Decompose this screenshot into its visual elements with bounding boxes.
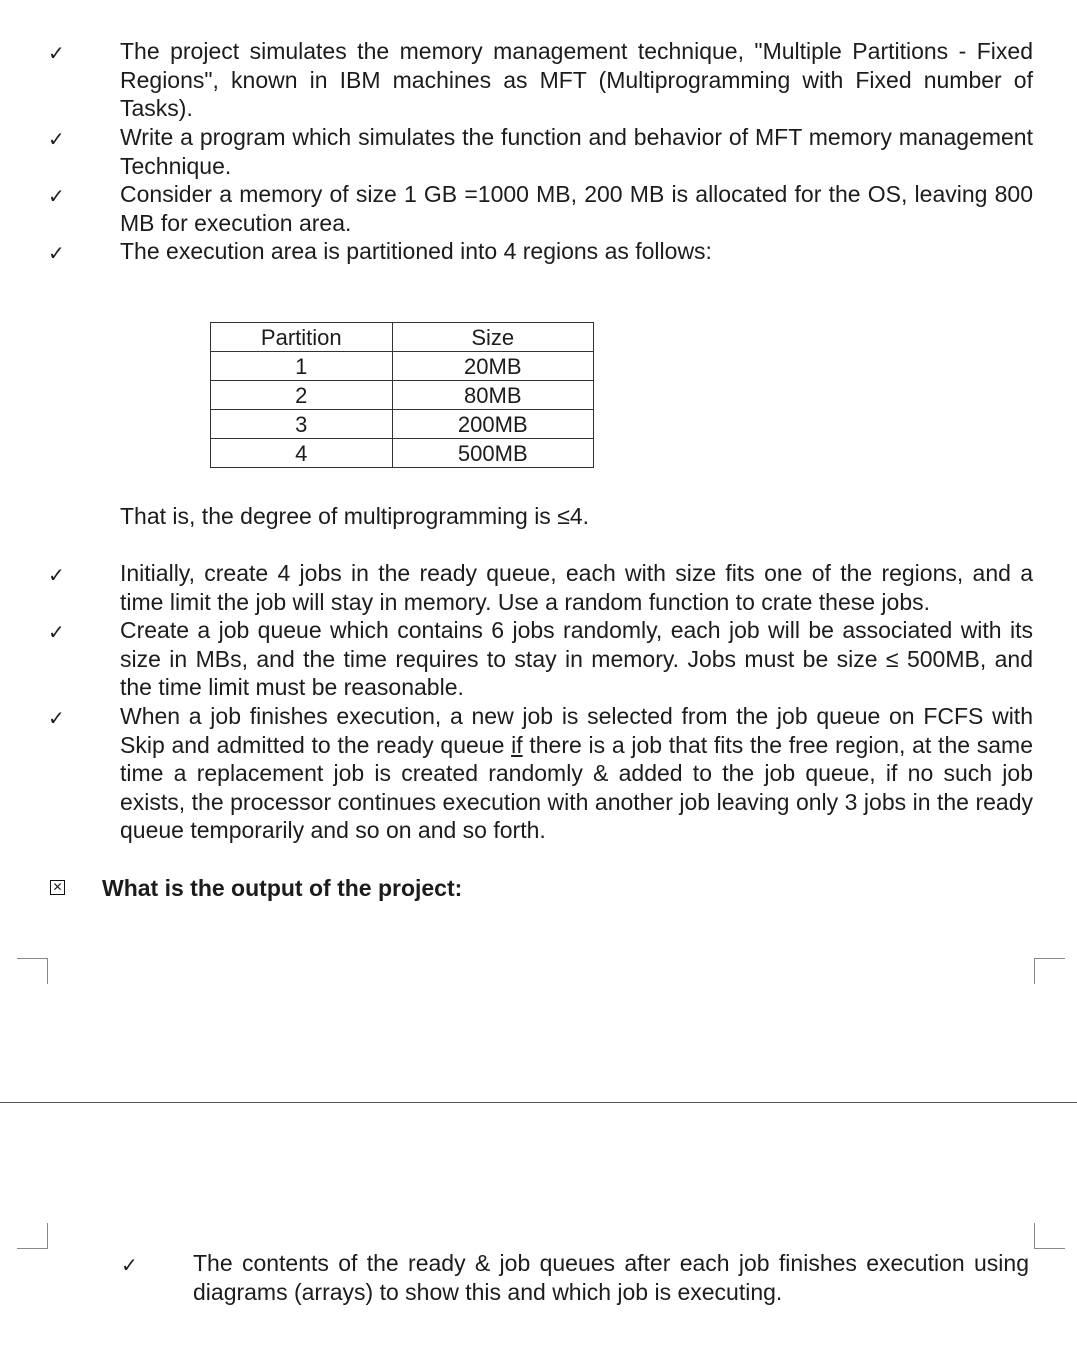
- bullet-text: Create a job queue which contains 6 jobs randomly, each job will be associated with its size in MBs, and the time requires to stay in memory. Jobs must be size ≤ 500MB, and the time limit must be reasonable.: [120, 617, 1033, 701]
- multiprogramming-degree-note: That is, the degree of multiprogramming is ≤4.: [120, 503, 589, 529]
- checkmark-icon: ✓: [48, 184, 65, 208]
- checkmark-icon: ✓: [48, 706, 65, 730]
- table-header-row: [211, 323, 594, 352]
- table-row: [211, 439, 594, 468]
- bullet-text: The execution area is partitioned into 4 regions as follows:: [120, 238, 712, 264]
- underlined-if: if: [511, 731, 523, 758]
- table-row: [211, 410, 594, 439]
- page-corner-mark: [1034, 1223, 1065, 1249]
- partition-number: 2: [211, 381, 393, 410]
- bullet-text: Write a program which simulates the function and behavior of MFT memory management Technique.: [120, 124, 1033, 179]
- text-segment: there is a job that fits the free region, at the same time a replacement job is created randomly & added to the job queue, if no such job exists, the processor continues execution with another job leaving only 3 jobs in the ready queue temporarily and so on and so forth.: [120, 731, 1033, 844]
- partition-number: 4: [211, 439, 393, 468]
- checkbox-x-icon: ✕: [50, 880, 65, 895]
- page-corner-mark: [17, 958, 48, 984]
- partition-number: 1: [211, 352, 393, 381]
- checkmark-icon: ✓: [48, 127, 65, 151]
- page-break-line: [0, 1102, 1077, 1103]
- page-corner-mark: [1034, 958, 1065, 984]
- bullet-text: Initially, create 4 jobs in the ready queue, each with size fits one of the regions, and a time limit the job will stay in memory. Use a random function to crate these jobs.: [120, 560, 1033, 615]
- bullet-text: The contents of the ready & job queues after each job finishes execution using diagrams (arrays) to show this and which job is executing.: [193, 1250, 1029, 1305]
- partition-table: [210, 322, 594, 468]
- partition-size: 200MB: [392, 410, 593, 439]
- text-segment: When a job finishes execution, a new job is selected from the job queue on FCFS with Skip and admitted to the ready queue: [120, 703, 1033, 758]
- table-row: [211, 381, 594, 410]
- checkmark-icon: ✓: [48, 41, 65, 65]
- checkmark-icon: ✓: [48, 241, 65, 265]
- bullet-text: [120, 702, 1033, 845]
- table-row: [211, 352, 594, 381]
- bullet-text: Consider a memory of size 1 GB =1000 MB, 200 MB is allocated for the OS, leaving 800 MB for execution area.: [120, 181, 1033, 236]
- header-size: Size: [392, 323, 593, 352]
- partition-size: 80MB: [392, 381, 593, 410]
- partition-size: 20MB: [392, 352, 593, 381]
- partition-number: 3: [211, 410, 393, 439]
- bullet-text: The project simulates the memory management technique, "Multiple Partitions - Fixed Regions", known in IBM machines as MFT (Multiprogramming with Fixed number of Tasks).: [120, 38, 1033, 122]
- header-partition: Partition: [211, 323, 393, 352]
- output-heading: What is the output of the project:: [102, 875, 463, 901]
- checkmark-icon: ✓: [48, 620, 65, 644]
- page-corner-mark: [17, 1223, 48, 1249]
- checkmark-icon: ✓: [48, 563, 65, 587]
- checkmark-icon: ✓: [121, 1253, 138, 1277]
- partition-size: 500MB: [392, 439, 593, 468]
